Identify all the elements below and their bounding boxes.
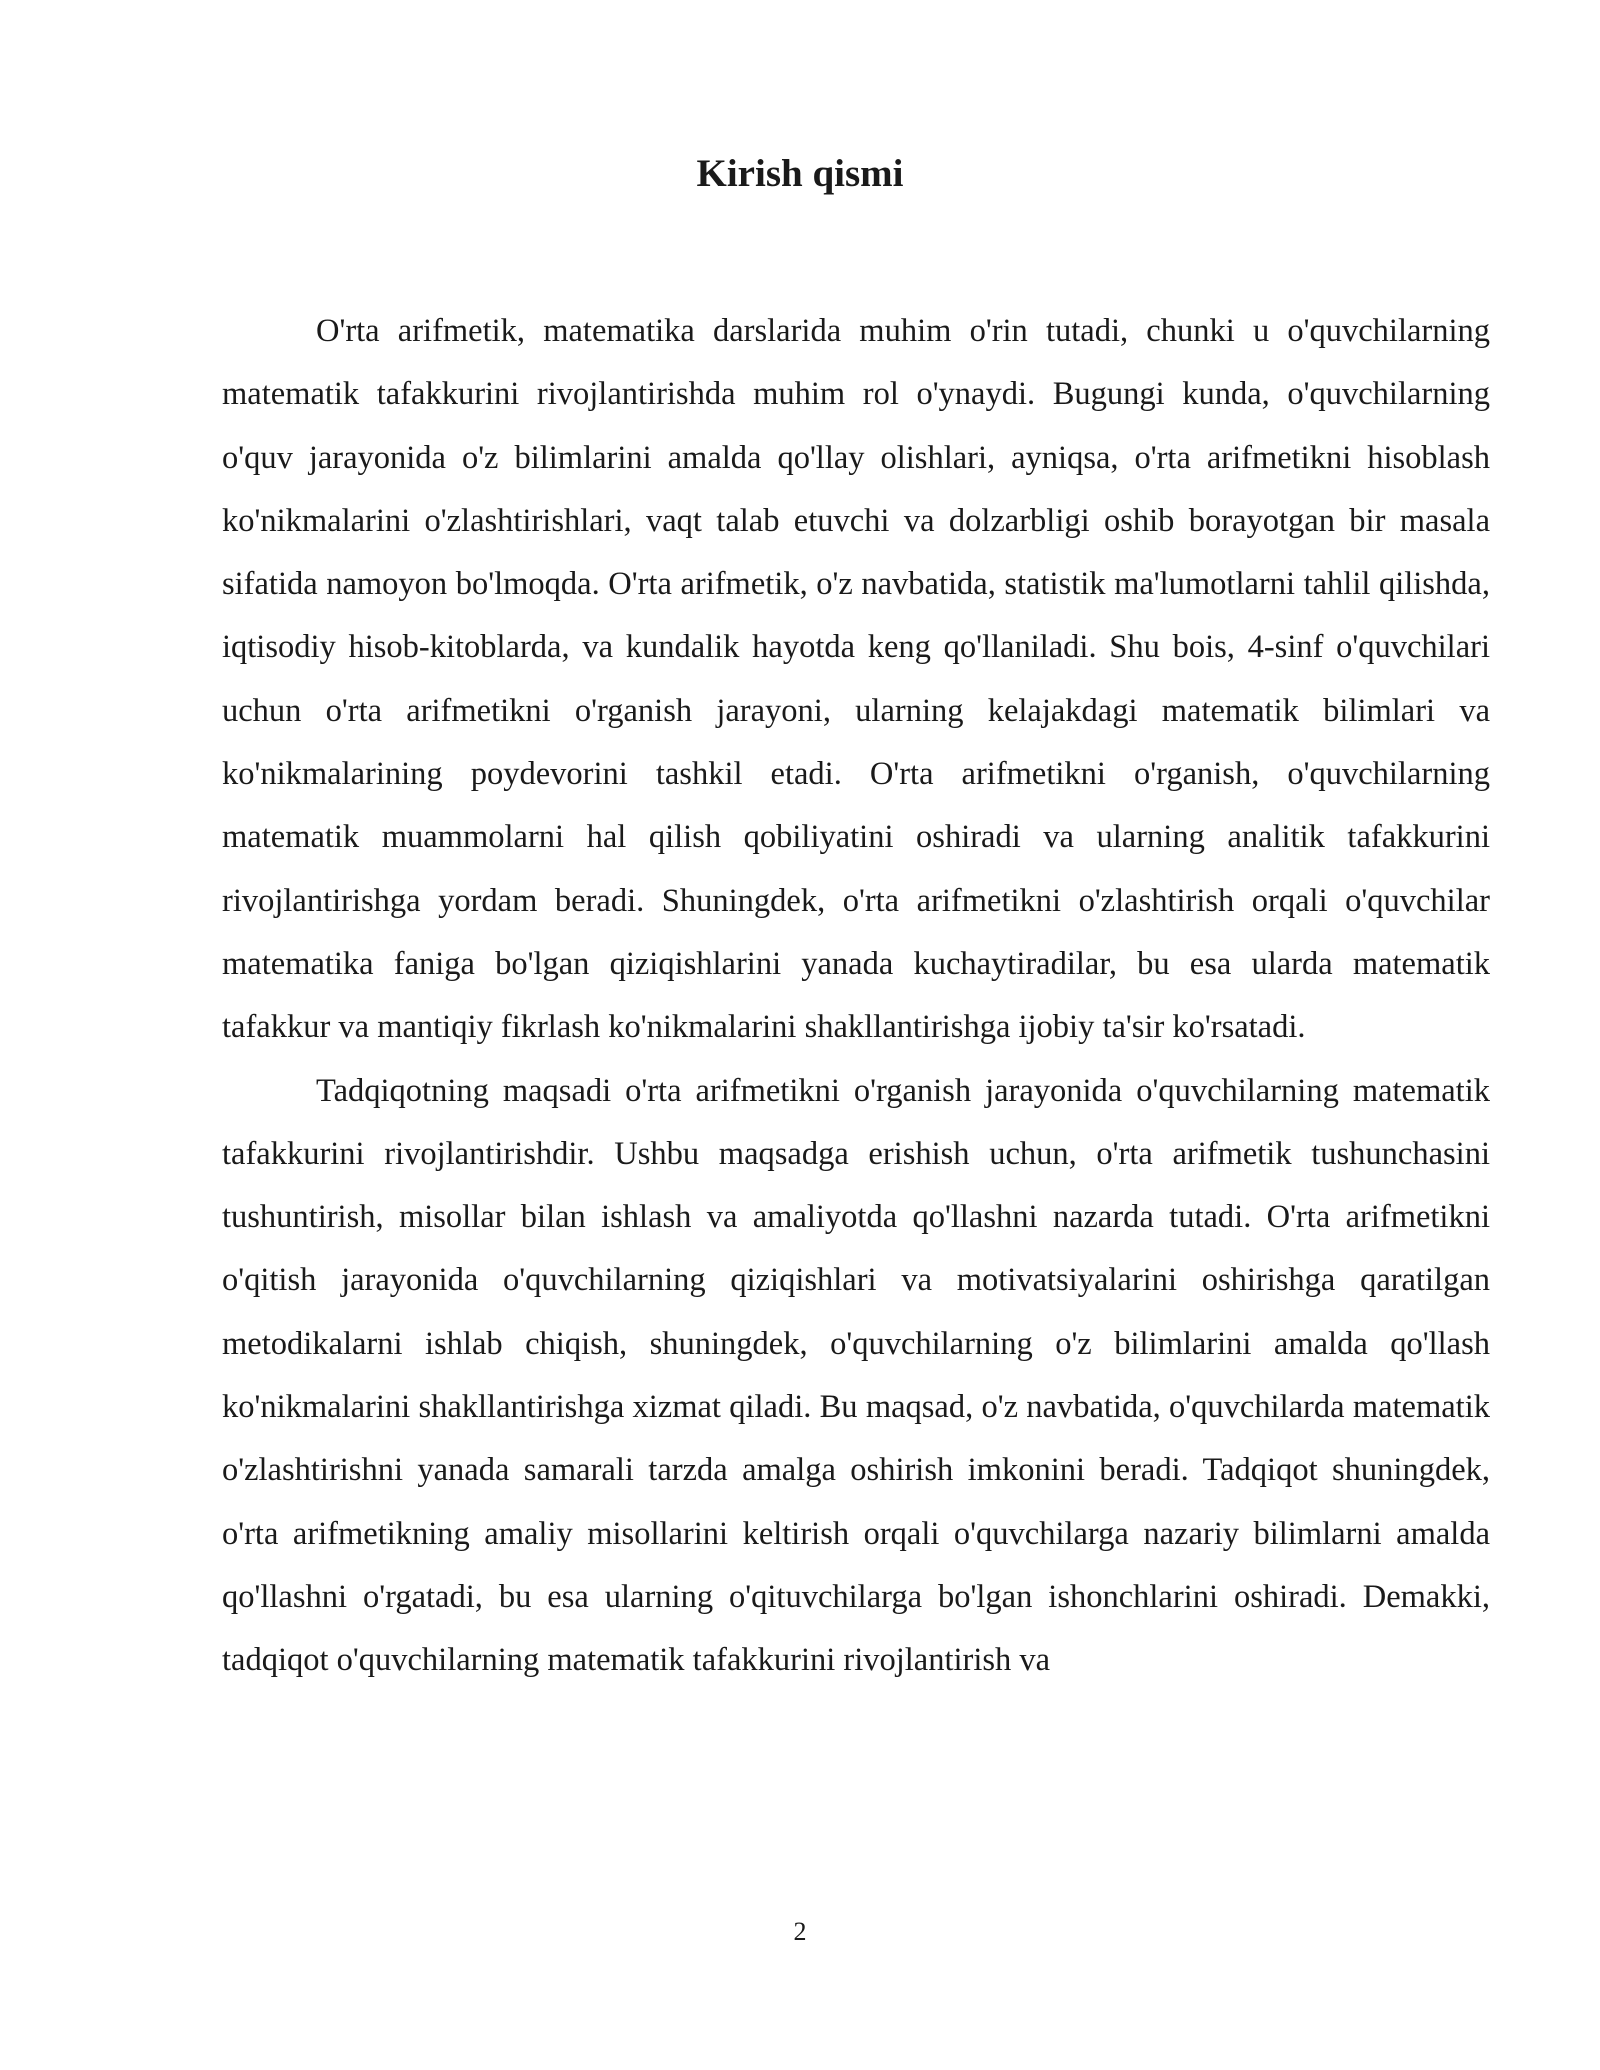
paragraph-research-goal: Tadqiqotning maqsadi o'rta arifmetikni o'rganish jarayonida o'quvchilarning matematik tafakkurini rivojlantirishdir. Ushbu maqsadga erishish uchun, o'rta arifmetik tushunchasini tushuntirish, misollar bilan ishlash va amaliyotda qo'llashni nazarda tutadi. O'rta arifmetikni o'qitish jarayonida o'quvchilarning qiziqishlari va motivatsiyalarini oshirishga qaratilgan metodikalarni ishlab chiqish, shuningdek, o'quvchilarning o'z bilimlarini amalda qo'llash ko'nikmalarini shakllantirishga xizmat qiladi. Bu maqsad, o'z navbatida, o'quvchilarda matematik o'zlashtirishni yanada samarali tarzda amalga oshirish imkonini beradi. Tadqiqot shuningdek, o'rta arifmetikning amaliy misollarini keltirish orqali o'quvchilarga nazariy bilimlarni amalda qo'llashni o'rgatadi, bu esa ularning o'qituvchilarga bo'lgan ishonchlarini oshiradi. Demakki, tadqiqot o'quvchilarning matematik tafakkurini rivojlantirish va [222, 1072, 1490, 1679]
paragraph-introduction: O'rta arifmetik, matematika darslarida muhim o'rin tutadi, chunki u o'quvchilarning matematik tafakkurini rivojlantirishda muhim rol o'ynaydi. Bugungi kunda, o'quvchilarning o'quv jarayonida o'z bilimlarini amalda qo'llay olishlari, ayniqsa, o'rta arifmetikni hisoblash ko'nikmalarini o'zlashtirishlari, vaqt talab etuvchi va dolzarbligi oshib borayotgan bir masala sifatida namoyon bo'lmoqda. O'rta arifmetik, o'z navbatida, statistik ma'lumotlarni tahlil qilishda, iqtisodiy hisob-kitoblarda, va kundalik hayotda keng qo'llaniladi. Shu bois, 4-sinf o'quvchilari uchun o'rta arifmetikni o'rganish jarayoni, ularning kelajakdagi matematik bilimlari va ko'nikmalarining poydevorini tashkil etadi. O'rta arifmetikni o'rganish, o'quvchilarning matematik muammolarni hal qilish qobiliyatini oshiradi va ularning analitik tafakkurini rivojlantirishga yordam beradi. Shuningdek, o'rta arifmetikni o'zlashtirish orqali o'quvchilar matematika faniga bo'lgan qiziqishlarini yanada kuchaytiradilar, bu esa ularda matematik tafakkur va mantiqiy fikrlash ko'nikmalarini shakllantirishga ijobiy ta'sir ko'rsatadi. [222, 313, 1490, 1046]
page-number: 2 [793, 1917, 807, 1946]
page-title: Kirish qismi [696, 152, 904, 195]
body-text [222, 300, 1490, 1693]
